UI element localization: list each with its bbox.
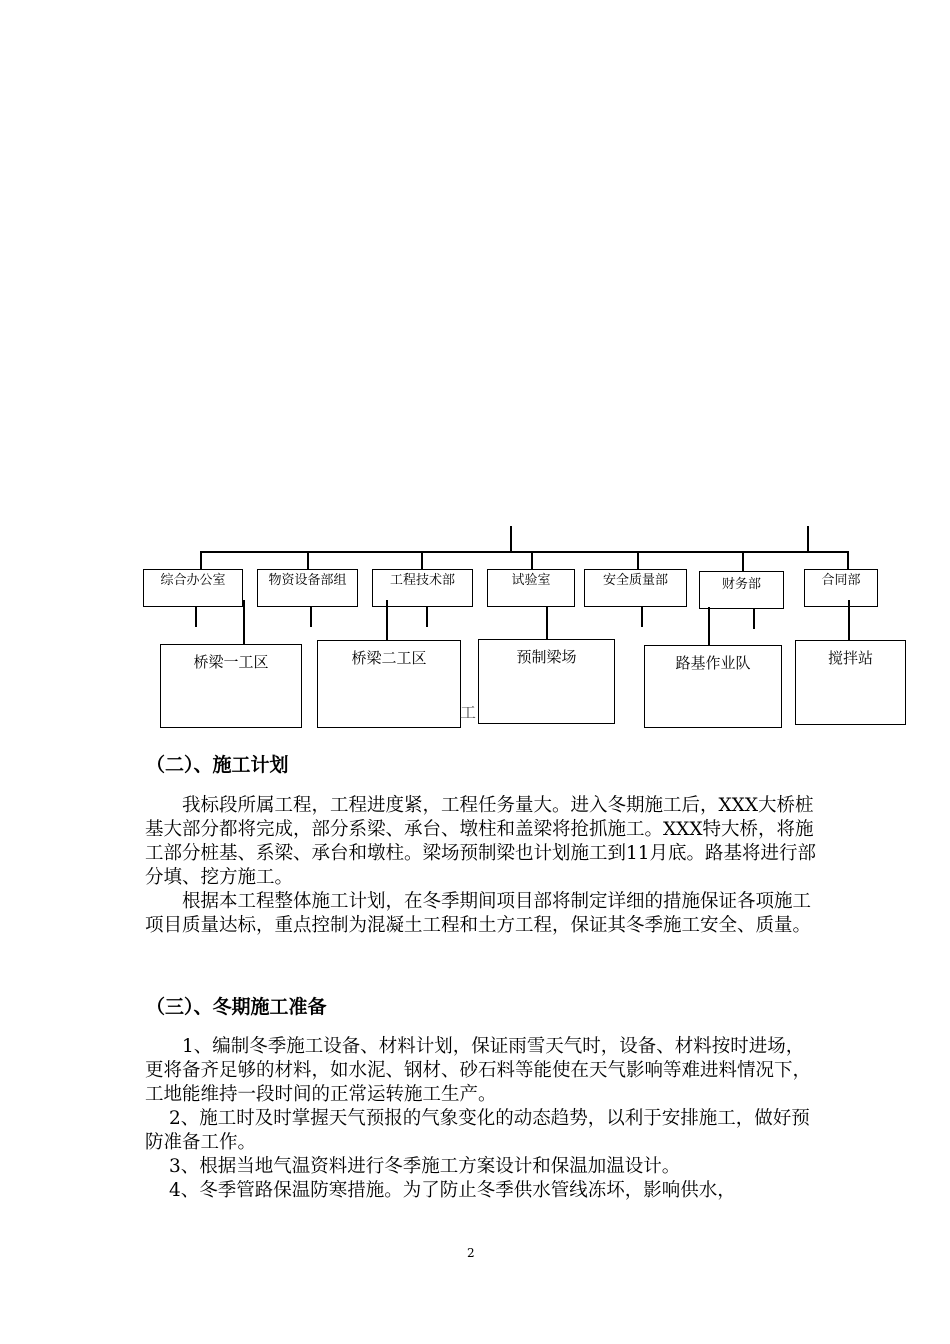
section-heading: （二）、施工计划 (146, 754, 289, 776)
department-label: 物资设备部组 (268, 573, 347, 588)
chart-fragment-text: 工 (460, 703, 477, 722)
team-label: 桥梁二工区 (351, 649, 427, 667)
team-label: 路基作业队 (675, 654, 751, 672)
connector-line (307, 551, 309, 569)
department-box (487, 569, 575, 607)
department-label: 工程技术部 (389, 573, 455, 588)
department-box (143, 569, 243, 607)
connector-line (848, 600, 850, 640)
connector-line (200, 551, 202, 569)
department-label: 合同部 (821, 573, 861, 588)
connector-line (753, 609, 755, 629)
connector-line (510, 526, 512, 552)
department-box (257, 569, 358, 607)
connector-line (641, 607, 643, 627)
connector-line (421, 551, 423, 569)
list-item: 3、根据当地气温资料进行冬季施工方案设计和保温加温设计。 (169, 1156, 681, 1177)
team-box (644, 645, 782, 728)
team-label: 预制梁场 (516, 648, 577, 666)
list-item: 2、施工时及时掌握天气预报的气象变化的动态趋势，以利于安排施工，做好预防准备工作。 (145, 1108, 810, 1153)
connector-line (742, 551, 744, 571)
paragraph: 我标段所属工程，工程进度紧，工程任务量大。进入冬期施工后，XXX大桥桩基大部分都将完成，部分系梁、承台、墩柱和盖梁将抢抓施工。XXX特大桥，将施工部分桩基、系梁、承台和墩柱。梁场预制梁也计划施工到11月底。路基将进行部分填、挖方施工。 (145, 795, 817, 888)
section-heading: （三）、冬期施工准备 (146, 996, 327, 1018)
list-item: 4、冬季管路保温防寒措施。为了防止冬季供水管线冻坏，影响供水， (169, 1180, 736, 1201)
connector-line (531, 551, 533, 569)
connector-line (708, 607, 710, 645)
connector-line (195, 607, 197, 627)
team-box (478, 639, 615, 724)
connector-line (546, 607, 548, 639)
department-box (699, 571, 784, 609)
connector-line (637, 551, 639, 569)
connector-line (243, 600, 245, 644)
department-box (804, 569, 878, 607)
section-body (145, 794, 817, 938)
team-label: 搅拌站 (827, 649, 873, 667)
connector-line (807, 526, 809, 552)
list-item: 1、编制冬季施工设备、材料计划，保证雨雪天气时，设备、材料按时进场，更将备齐足够的材料，如水泥、钢材、砂石料等能使在天气影响等难进料情况下，工地能维持一段时间的正常运转施工生产。 (145, 1036, 812, 1105)
connector-line (847, 551, 849, 569)
team-box (317, 640, 461, 728)
connector-line (200, 551, 848, 553)
section-body (145, 1035, 817, 1203)
department-label: 综合办公室 (160, 573, 226, 588)
connector-line (426, 607, 428, 627)
connector-line (310, 607, 312, 627)
department-label: 财务部 (721, 577, 761, 592)
department-box (584, 569, 687, 607)
department-label: 试验室 (511, 573, 551, 588)
page-number: 2 (467, 1246, 475, 1260)
paragraph: 根据本工程整体施工计划，在冬季期间项目部将制定详细的措施保证各项施工项目质量达标，重点控制为混凝土工程和土方工程，保证其冬季施工安全、质量。 (145, 891, 812, 936)
team-box (160, 644, 302, 728)
department-label: 安全质量部 (602, 573, 668, 588)
team-box (795, 640, 906, 725)
connector-line (386, 600, 388, 640)
team-label: 桥梁一工区 (193, 653, 269, 671)
